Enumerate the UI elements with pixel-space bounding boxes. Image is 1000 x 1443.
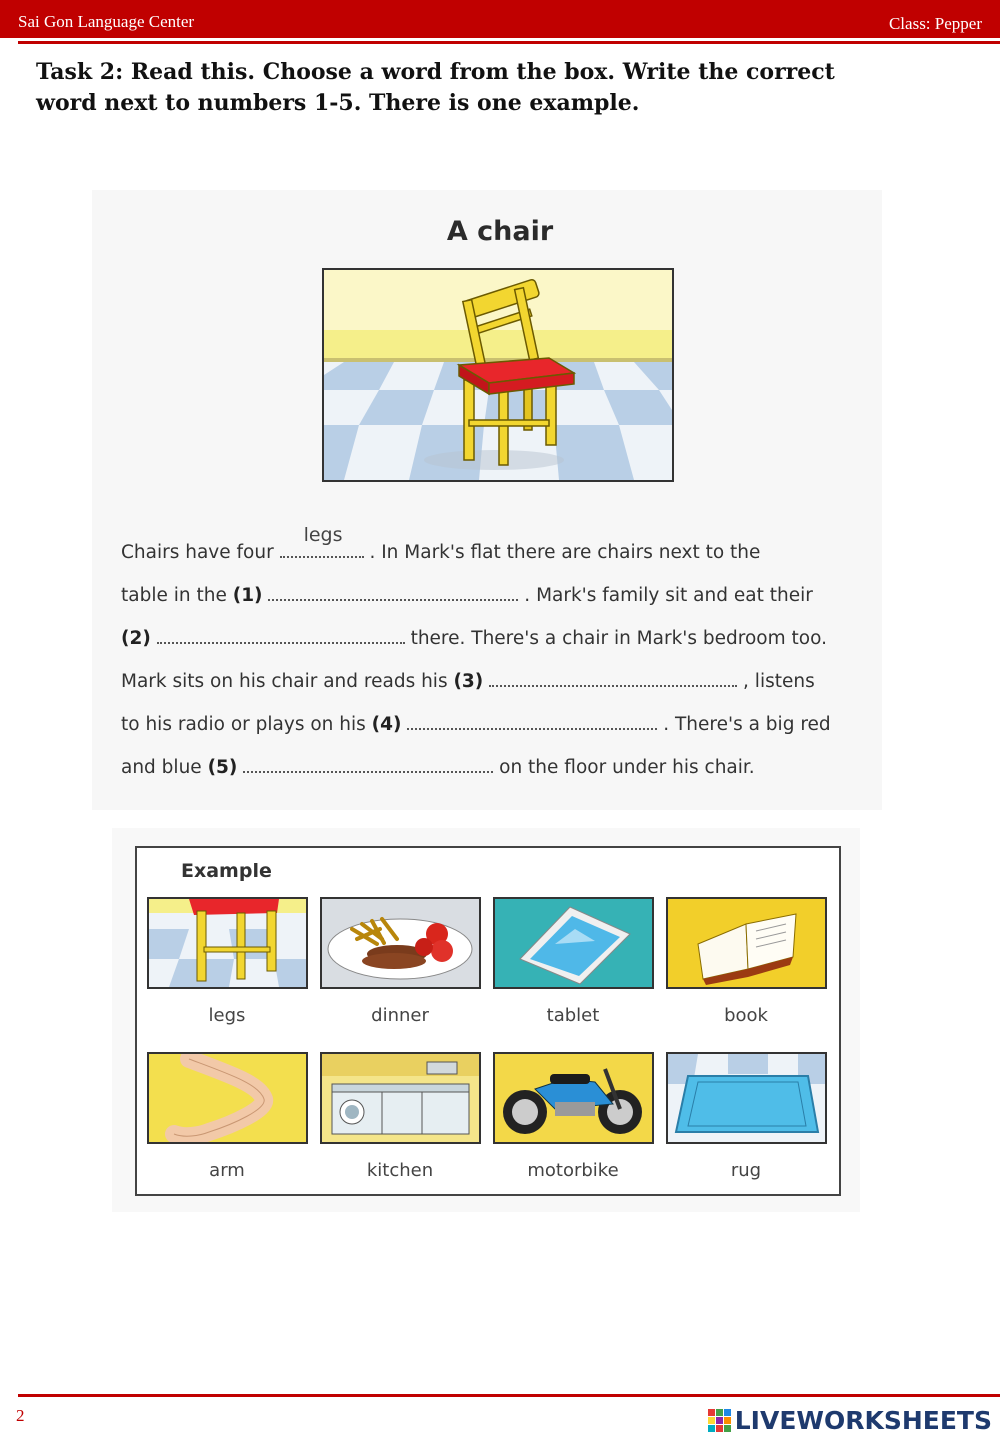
header-divider xyxy=(18,41,1000,44)
legs-picture xyxy=(147,897,308,989)
story-line-3 xyxy=(121,626,881,669)
story-text-part: table in the xyxy=(121,585,233,606)
kitchen-picture xyxy=(320,1052,481,1144)
story-text-part: and blue xyxy=(121,757,208,778)
story-text-part: there. There's a chair in Mark's bedroom too. xyxy=(404,628,827,649)
story-text xyxy=(121,524,881,798)
page-number: 2 xyxy=(16,1406,25,1425)
story-line-6 xyxy=(121,755,881,798)
story-text-part: . There's a big red xyxy=(657,714,831,735)
school-name: Sai Gon Language Center xyxy=(18,12,195,31)
footer-divider xyxy=(18,1394,1000,1397)
example-answer: legs xyxy=(303,524,343,546)
story-text-part: , listens xyxy=(737,671,815,692)
word-dinner: dinner xyxy=(371,1005,429,1026)
worksheet-title: A chair xyxy=(446,216,554,247)
logo-blocks-icon xyxy=(708,1409,731,1432)
question-number-1: (1) xyxy=(232,585,263,606)
word-rug: rug xyxy=(730,1160,762,1181)
story-line-4 xyxy=(121,669,881,712)
word-tablet: tablet xyxy=(546,1005,600,1026)
story-line-2 xyxy=(121,583,881,626)
story-text-part: to his radio or plays on his xyxy=(121,714,372,735)
story-text-part: . Mark's family sit and eat their xyxy=(518,585,813,606)
arm-picture xyxy=(147,1052,308,1144)
example-label: Example xyxy=(181,860,272,882)
question-number-4: (4) xyxy=(371,714,402,735)
story-line-1 xyxy=(121,524,881,583)
answer-blank-5[interactable] xyxy=(243,755,493,773)
word-motorbike: motorbike xyxy=(527,1160,619,1181)
answer-blank-4[interactable] xyxy=(407,712,657,730)
task-instructions xyxy=(36,57,966,119)
answer-blank-2[interactable] xyxy=(157,626,405,644)
word-book: book xyxy=(724,1005,768,1026)
question-number-3: (3) xyxy=(453,671,484,692)
story-line-5 xyxy=(121,712,881,755)
word-kitchen: kitchen xyxy=(366,1160,434,1181)
word-arm: arm xyxy=(209,1160,245,1181)
question-number-2: (2) xyxy=(121,628,151,649)
answer-blank-3[interactable] xyxy=(489,669,737,687)
chair-illustration xyxy=(322,268,674,482)
rug-picture xyxy=(666,1052,827,1144)
motorbike-picture xyxy=(493,1052,654,1144)
book-picture xyxy=(666,897,827,989)
header-bar xyxy=(0,0,1000,38)
brand-name: LIVEWORKSHEETS xyxy=(734,1406,992,1435)
story-text-part: Chairs have four xyxy=(121,542,280,563)
dinner-picture xyxy=(320,897,481,989)
task-line-1: Task 2: Read this. Choose a word from the box. Write the correct xyxy=(36,59,835,85)
question-number-5: (5) xyxy=(207,757,238,778)
liveworksheets-logo[interactable] xyxy=(708,1406,992,1435)
tablet-picture xyxy=(493,897,654,989)
task-line-2: word next to numbers 1-5. There is one example. xyxy=(36,90,640,116)
class-name: Class: Pepper xyxy=(888,14,982,33)
story-text-part: Mark sits on his chair and reads his xyxy=(121,671,454,692)
example-answer-blank xyxy=(280,524,364,558)
answer-blank-1[interactable] xyxy=(268,583,518,601)
story-text-part: on the floor under his chair. xyxy=(493,757,755,778)
story-text-part: . In Mark's flat there are chairs next to the xyxy=(363,542,761,563)
word-legs: legs xyxy=(208,1005,246,1026)
